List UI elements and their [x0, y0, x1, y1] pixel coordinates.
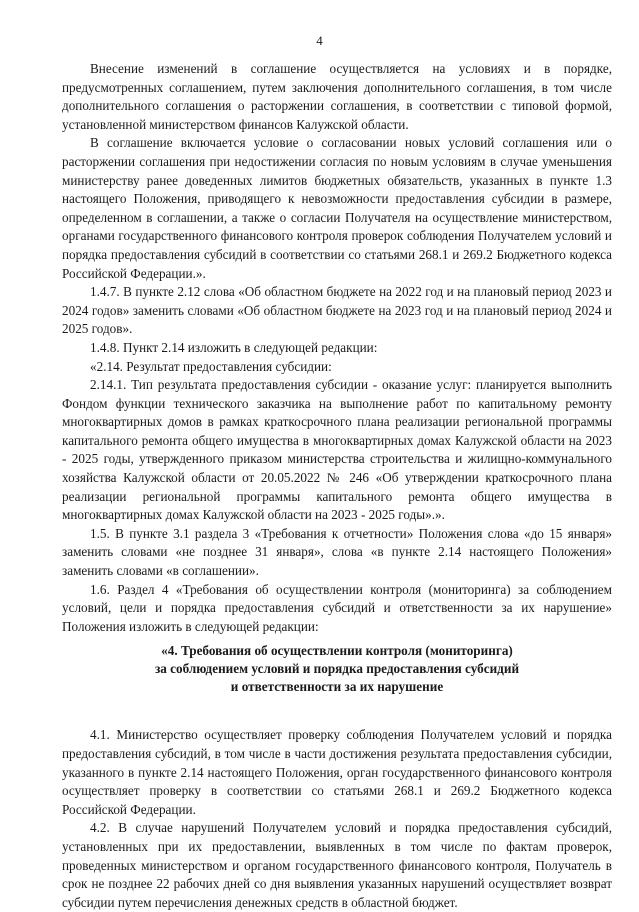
heading-line: за соблюдением условий и порядка предоставления субсидий	[154, 661, 520, 677]
paragraph-1-4-7: 1.4.7. В пункте 2.12 слова «Об областном бюджете на 2022 год и на плановый период 2023 и 2024 годов» заменить словами «Об областном бюджете на 2023 год и на плановый период 2024 и 2025 годов».	[62, 284, 612, 337]
page-number: 4	[316, 33, 323, 48]
document-body	[62, 60, 612, 912]
section-4-heading	[62, 642, 612, 696]
paragraph-1-5: 1.5. В пункте 3.1 раздела 3 «Требования к отчетности» Положения слова «до 15 января» заменить словами «не позднее 31 января», слова «в пункте 2.14 настоящего Положения» заменить словами «в соглашении».	[62, 525, 612, 579]
heading-line: и ответственности за их нарушение	[230, 679, 444, 695]
paragraph-2-14-1: 2.14.1. Тип результата предоставления субсидии - оказание услуг: планируется выполнить Фондом функции технического заказчика на выполнение работ по капитальному ремонту многоквартирных домов в рамках краткосрочного плана реализации региональной программы капитального ремонта общего имущества в многоквартирных домах Калужской области на 2023 - 2025 годы, утвержденного приказом министерства строительства и жилищно-коммунального хозяйства Калужской области от 20.05.2022 № 246 «Об утверждении краткосрочного плана реализации региональной программы капитального ремонта общего имущества в многоквартирных домах Калужской области на 2023 - 2025 годы».».	[62, 377, 612, 523]
paragraph-amendment-procedure: Внесение изменений в соглашение осуществляется на условиях и в порядке, предусмотренных соглашением, путем заключения дополнительного соглашения, в том числе дополнительного соглашения о расторжении соглашения, в соответствии с типовой формой, установленной министерством финансов Калужской области.	[62, 61, 612, 132]
heading-line: «4. Требования об осуществлении контроля (мониторинга)	[161, 643, 513, 659]
paragraph-4-2: 4.2. В случае нарушений Получателем условий и порядка предоставления субсидий, установленных при их предоставлении, выявленных в том числе по фактам проверок, проведенных министерством и органом государственного финансового контроля, Получатель в срок не позднее 22 рабочих дней со дня выявления указанных нарушений осуществляет возврат субсидии путем перечисления денежных средств в областной бюджет.	[62, 820, 612, 910]
paragraph-1-4-8: 1.4.8. Пункт 2.14 изложить в следующей редакции:	[90, 339, 378, 355]
paragraph-agreement-condition: В соглашение включается условие о согласовании новых условий соглашения или о расторжении соглашения при недостижении согласия по новым условиям в случае уменьшения министерству ранее доведенных лимитов бюджетных обязательств, указанных в пункте 1.3 настоящего Положения, приводящего к невозможности предоставления субсидии в размере, определенном в соглашении, а также о согласии Получателя на осуществление министерством, органами государственного финансового контроля проверок соблюдения Получателем условий и порядка предоставления субсидий в соответствии со статьями 268.1 и 269.2 Бюджетного кодекса Российской Федерации.».	[62, 135, 612, 281]
paragraph-4-1: 4.1. Министерство осуществляет проверку соблюдения Получателем условий и порядка предоставления субсидий, в том числе в части достижения результата предоставления субсидии, указанного в пункте 2.14 настоящего Положения, орган государственного финансового контроля осуществляет проверку в соответствии со статьями 268.1 и 269.2 Бюджетного кодекса Российской Федерации.	[62, 727, 612, 817]
paragraph-2-14: «2.14. Результат предоставления субсидии:	[90, 358, 332, 374]
paragraph-1-6: 1.6. Раздел 4 «Требования об осуществлении контроля (мониторинга) за соблюдением условий, цели и порядка предоставления субсидий и ответственности за их нарушение» Положения изложить в следующей редакции:	[62, 581, 612, 634]
